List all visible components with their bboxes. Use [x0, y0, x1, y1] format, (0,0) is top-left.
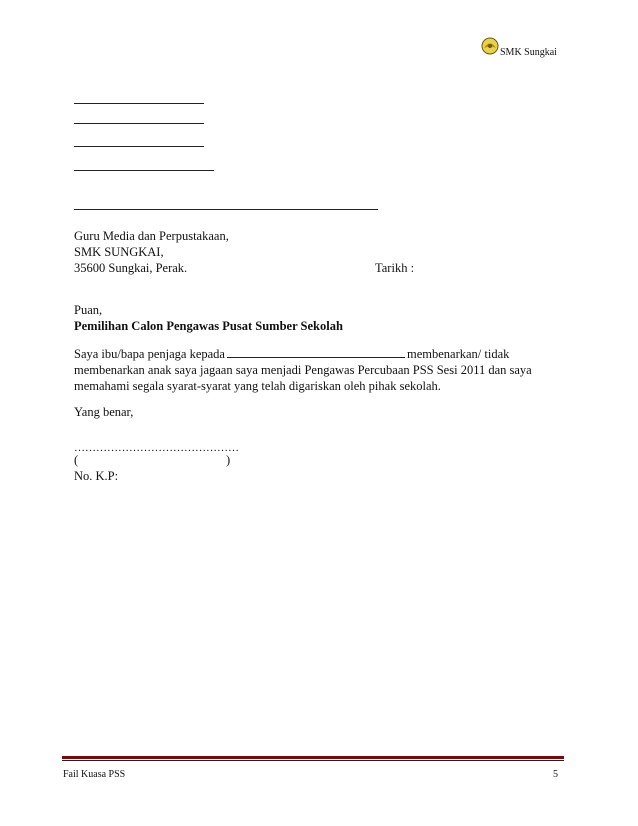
footer-rule-thin	[62, 760, 564, 761]
student-name-blank[interactable]	[227, 347, 405, 358]
address-divider	[74, 209, 378, 210]
closing: Yang benar,	[74, 405, 134, 419]
signature-paren-open: (	[74, 453, 79, 467]
body-line-2: membenarkan anak saya jagaan saya menjadi Pengawas Percubaan PSS Sesi 2011 dan saya	[74, 363, 532, 377]
header-school-label: SMK Sungkai	[500, 47, 557, 58]
sender-address-line-1[interactable]	[74, 103, 204, 104]
signature-dots[interactable]: ………………………………………	[74, 442, 239, 454]
body-line-1-before: Saya ibu/bapa penjaga kepada	[74, 347, 225, 361]
body-line-3: memahami segala syarat-syarat yang telah digariskan oleh pihak sekolah.	[74, 379, 441, 393]
salutation: Puan,	[74, 303, 103, 317]
sender-address-line-2[interactable]	[74, 123, 204, 124]
school-crest-icon	[480, 36, 500, 56]
footer-title: Fail Kuasa PSS	[63, 769, 126, 780]
recipient-line-3: 35600 Sungkai, Perak.	[74, 261, 188, 275]
letter-subject: Pemilihan Calon Pengawas Pusat Sumber Sekolah	[74, 319, 343, 333]
page-number: 5	[553, 769, 558, 780]
footer-rule-thick	[62, 756, 564, 759]
body-line-1-after: membenarkan/ tidak	[406, 347, 510, 361]
sender-address-line-4[interactable]	[74, 170, 214, 171]
date-label: Tarikh :	[375, 261, 415, 275]
ic-number-label: No. K.P:	[74, 469, 119, 483]
signature-paren-close: )	[226, 453, 231, 467]
sender-address-line-3[interactable]	[74, 146, 204, 147]
recipient-line-2: SMK SUNGKAI,	[74, 245, 164, 259]
recipient-line-1: Guru Media dan Perpustakaan,	[74, 229, 229, 243]
body-line-1	[74, 346, 509, 362]
